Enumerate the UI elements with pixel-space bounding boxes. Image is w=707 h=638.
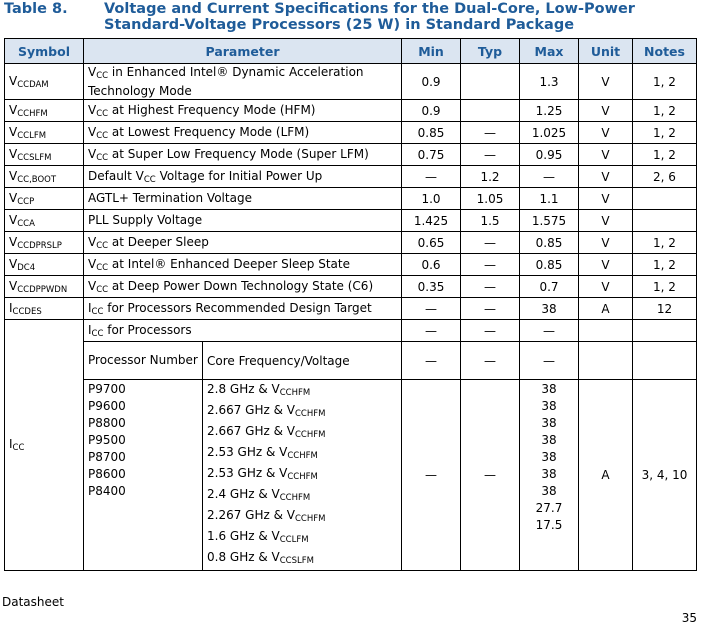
parameter-cell: $V_{CC}$ at Deep Power Down Technology State (C6) — [84, 276, 402, 298]
typ-cell: — — [461, 320, 520, 342]
parameter-cell: $I_{CC}$ for Processors Recommended Design Target — [84, 298, 402, 320]
header-parameter: Parameter — [84, 39, 402, 64]
parameter-cell: Default $V_{CC}$ Voltage for Initial Power Up — [84, 166, 402, 188]
parameter-cell: $V_{CC}$ at Deeper Sleep — [84, 232, 402, 254]
header-max: Max — [520, 39, 579, 64]
symbol-cell: $I_{CCDES}$ — [5, 298, 84, 320]
footer-datasheet: Datasheet — [2, 595, 64, 609]
processor-number: P8700 — [88, 450, 126, 464]
min-cell: 0.35 — [402, 276, 461, 298]
unit-cell: A — [579, 298, 633, 320]
max-value: 38 — [541, 416, 557, 430]
parameter-cell: $V_{CC}$ at Super Low Frequency Mode (Super LFM) — [84, 144, 402, 166]
frequency-item: 0.8 GHz & $V_{CCSLFM}$ — [207, 550, 314, 566]
max-cell: 0.95 — [520, 144, 579, 166]
page-number: 35 — [681, 611, 697, 625]
icc-data-row — [5, 380, 697, 571]
min-cell: 0.65 — [402, 232, 461, 254]
typ-cell: — — [461, 342, 520, 380]
min-cell: 0.9 — [402, 64, 461, 100]
typ-cell: — — [461, 254, 520, 276]
notes-cell: 1, 2 — [633, 144, 697, 166]
unit-cell: V — [579, 100, 633, 122]
typ-cell: — — [461, 380, 520, 571]
symbol-cell: $V_{DC4}$ — [5, 254, 84, 276]
table-row — [5, 232, 697, 254]
table-row — [5, 100, 697, 122]
processor-number: P8800 — [88, 416, 126, 430]
core-frequency-header: Core Frequency/Voltage — [203, 342, 402, 380]
table-row — [5, 122, 697, 144]
frequency-item: 2.53 GHz & $V_{CCHFM}$ — [207, 445, 318, 461]
typ-cell: — — [461, 276, 520, 298]
max-cell: 38 — [520, 298, 579, 320]
notes-cell: 1, 2 — [633, 254, 697, 276]
notes-cell: 1, 2 — [633, 276, 697, 298]
notes-cell — [633, 342, 697, 380]
unit-cell: V — [579, 166, 633, 188]
typ-cell: 1.05 — [461, 188, 520, 210]
unit-cell: V — [579, 144, 633, 166]
table-row — [5, 210, 697, 232]
table-row — [5, 144, 697, 166]
parameter-cell: $V_{CC}$ in Enhanced Intel® Dynamic Acceleration Technology Mode — [84, 64, 402, 100]
table-row — [5, 166, 697, 188]
icc-symbol-cell: $I_{CC}$ — [5, 320, 84, 571]
parameter-cell: $V_{CC}$ at Lowest Frequency Mode (LFM) — [84, 122, 402, 144]
max-value: 27.7 — [535, 501, 563, 515]
unit-cell: V — [579, 254, 633, 276]
table-row — [5, 298, 697, 320]
frequency-item: 2.667 GHz & $V_{CCHFM}$ — [207, 424, 326, 440]
header-symbol: Symbol — [5, 39, 84, 64]
max-cell: — — [520, 166, 579, 188]
max-value: 38 — [541, 382, 557, 396]
frequency-item: 2.667 GHz & $V_{CCHFM}$ — [207, 403, 326, 419]
min-cell: 1.425 — [402, 210, 461, 232]
min-cell: — — [402, 320, 461, 342]
table-row — [5, 188, 697, 210]
unit-cell: V — [579, 188, 633, 210]
max-cell: — — [520, 342, 579, 380]
max-cell: 1.25 — [520, 100, 579, 122]
table-row — [5, 64, 697, 100]
symbol-cell: $V_{CCLFM}$ — [5, 122, 84, 144]
icc-subheader-row — [5, 342, 697, 380]
max-cell: 1.575 — [520, 210, 579, 232]
typ-cell: — — [461, 144, 520, 166]
notes-cell: 1, 2 — [633, 122, 697, 144]
symbol-cell: $V_{CC,BOOT}$ — [5, 166, 84, 188]
processor-number: P8600 — [88, 467, 126, 481]
frequency-item: 2.53 GHz & $V_{CCHFM}$ — [207, 466, 318, 482]
notes-cell — [633, 210, 697, 232]
unit-cell: V — [579, 122, 633, 144]
max-cell: 1.1 — [520, 188, 579, 210]
min-cell: — — [402, 298, 461, 320]
processor-number: P9700 — [88, 382, 126, 396]
parameter-cell: AGTL+ Termination Voltage — [84, 188, 402, 210]
max-cell: 1.025 — [520, 122, 579, 144]
min-cell: — — [402, 380, 461, 571]
header-notes: Notes — [633, 39, 697, 64]
table-number: Table 8. — [4, 1, 68, 17]
icc-parameter-cell: $I_{CC}$ for Processors — [84, 320, 402, 342]
max-cell: 0.85 — [520, 232, 579, 254]
typ-cell — [461, 100, 520, 122]
parameter-cell: $V_{CC}$ at Highest Frequency Mode (HFM) — [84, 100, 402, 122]
header-min: Min — [402, 39, 461, 64]
parameter-cell: $V_{CC}$ at Intel® Enhanced Deeper Sleep State — [84, 254, 402, 276]
symbol-cell: $V_{CCA}$ — [5, 210, 84, 232]
icc-proc-row — [5, 320, 697, 342]
header-unit: Unit — [579, 39, 633, 64]
parameter-cell: PLL Supply Voltage — [84, 210, 402, 232]
min-cell: 0.9 — [402, 100, 461, 122]
notes-cell: 1, 2 — [633, 100, 697, 122]
unit-cell — [579, 342, 633, 380]
unit-cell: V — [579, 232, 633, 254]
min-cell: — — [402, 166, 461, 188]
spec-table — [4, 38, 697, 571]
processor-number: P8400 — [88, 484, 126, 498]
max-value: 38 — [541, 450, 557, 464]
min-cell: — — [402, 342, 461, 380]
unit-cell: V — [579, 210, 633, 232]
header-row — [5, 39, 697, 64]
table-row — [5, 254, 697, 276]
frequency-item: 1.6 GHz & $V_{CCLFM}$ — [207, 529, 309, 545]
typ-cell: 1.2 — [461, 166, 520, 188]
typ-cell — [461, 64, 520, 100]
max-value: 38 — [541, 467, 557, 481]
frequency-item: 2.4 GHz & $V_{CCHFM}$ — [207, 487, 311, 503]
symbol-cell: $V_{CCP}$ — [5, 188, 84, 210]
symbol-cell: $V_{CCSLFM}$ — [5, 144, 84, 166]
max-value: 17.5 — [535, 518, 563, 532]
notes-cell: 12 — [633, 298, 697, 320]
table-row — [5, 276, 697, 298]
unit-cell — [579, 320, 633, 342]
max-value: 38 — [541, 484, 557, 498]
notes-cell: 3, 4, 10 — [633, 380, 697, 571]
min-cell: 0.75 — [402, 144, 461, 166]
min-cell: 1.0 — [402, 188, 461, 210]
notes-cell: 1, 2 — [633, 64, 697, 100]
processor-number-header: Processor Number — [84, 342, 203, 380]
notes-cell: 1, 2 — [633, 232, 697, 254]
unit-cell: V — [579, 64, 633, 100]
typ-cell: — — [461, 232, 520, 254]
table-caption — [4, 0, 704, 36]
max-cell: 0.7 — [520, 276, 579, 298]
symbol-cell: $V_{CCDAM}$ — [5, 64, 84, 100]
notes-cell: 2, 6 — [633, 166, 697, 188]
processor-number: P9600 — [88, 399, 126, 413]
max-cell: — — [520, 320, 579, 342]
table-title: Voltage and Current Specifications for the Dual-Core, Low-Power Standard-Voltage Processors (25 W) in Standard Package — [104, 1, 635, 33]
symbol-cell: $V_{CCDPRSLP}$ — [5, 232, 84, 254]
notes-cell — [633, 320, 697, 342]
unit-cell: A — [579, 380, 633, 571]
typ-cell: 1.5 — [461, 210, 520, 232]
frequency-list — [203, 380, 402, 571]
unit-cell: V — [579, 276, 633, 298]
symbol-cell: $V_{CCDPPWDN}$ — [5, 276, 84, 298]
frequency-item: 2.267 GHz & $V_{CCHFM}$ — [207, 508, 326, 524]
max-cell: 0.85 — [520, 254, 579, 276]
max-list — [520, 380, 579, 571]
typ-cell: — — [461, 122, 520, 144]
frequency-item: 2.8 GHz & $V_{CCHFM}$ — [207, 382, 311, 398]
min-cell: 0.6 — [402, 254, 461, 276]
processor-list — [84, 380, 203, 571]
header-typ: Typ — [461, 39, 520, 64]
typ-cell: — — [461, 298, 520, 320]
max-value: 38 — [541, 399, 557, 413]
max-value: 38 — [541, 433, 557, 447]
notes-cell — [633, 188, 697, 210]
processor-number: P9500 — [88, 433, 126, 447]
symbol-cell: $V_{CCHFM}$ — [5, 100, 84, 122]
max-cell: 1.3 — [520, 64, 579, 100]
min-cell: 0.85 — [402, 122, 461, 144]
